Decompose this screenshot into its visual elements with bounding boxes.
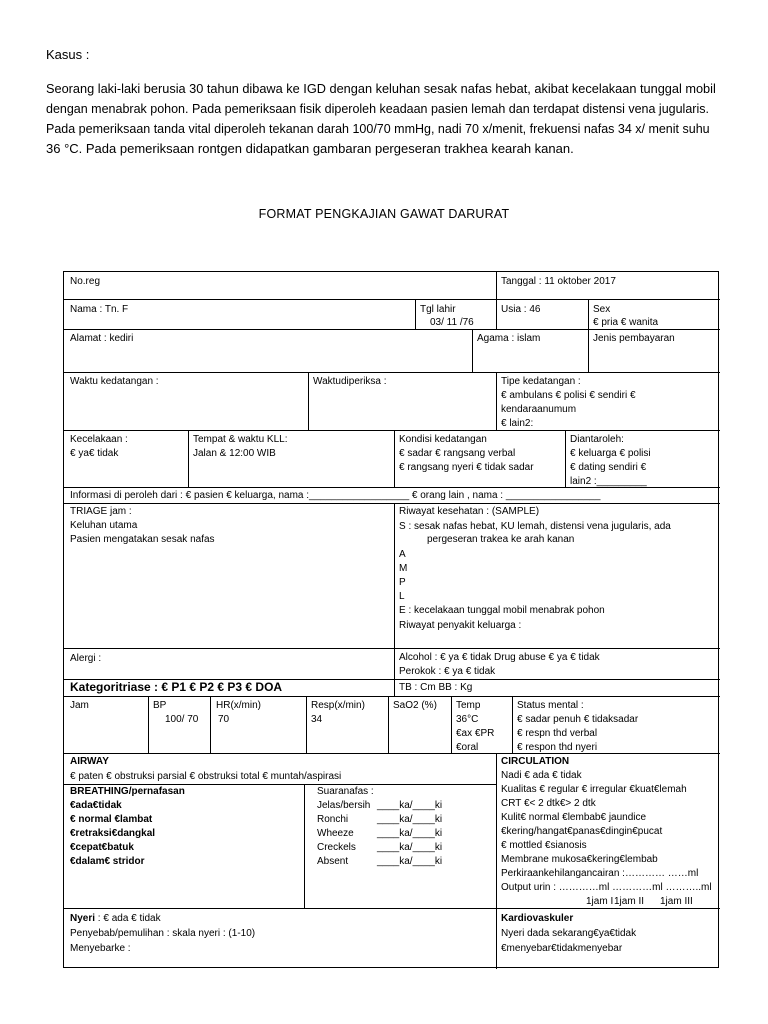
kardiovaskuler-title: Kardiovaskuler [501, 913, 574, 924]
tgl-lahir-label: Tgl lahir [420, 304, 456, 315]
hr-value: 70 [218, 714, 230, 725]
kasus-line: Seorang laki-laki berusia 30 tahun dibawa ke IGD dengan keluhan sesak nafas hebat, akibat kecelakaan tunggal mobil [46, 81, 716, 96]
sample-s: S : sesak nafas hebat, KU lemah, distensi vena jugularis, ada [399, 521, 671, 532]
kecelakaan-label: Kecelakaan : [70, 434, 128, 445]
breathing-item: €dalam€ stridor [70, 856, 145, 867]
kardiovaskuler-line: €menyebar€tidakmenyebar [501, 943, 623, 954]
nyeri-menyebar: Menyebarke : [70, 943, 131, 954]
temp-ax-pr: €ax €PR [456, 728, 495, 739]
tempat-waktu-value: Jalan & 12:00 WIB [193, 448, 276, 459]
circulation-line: CRT €< 2 dtk€> 2 dtk [501, 798, 596, 809]
status-mental-line: € sadar penuh € tidaksadar [517, 714, 639, 725]
sample-s-cont: pergeseran trakea ke arah kanan [427, 534, 575, 545]
breathing-item: € normal €lambat [70, 814, 153, 825]
temp-value: 36°C [456, 714, 479, 725]
suara-nafas-value: ____ka/____ki [377, 814, 443, 825]
alcohol-drug-field: Alcohol : € ya € tidak Drug abuse € ya € tidak [399, 652, 600, 663]
nama-field: Nama : Tn. F [70, 304, 129, 315]
kardiovaskuler-line: Nyeri dada sekarang€ya€tidak [501, 928, 637, 939]
suara-nafas-label: Ronchi [317, 814, 349, 825]
circulation-line: Kualitas € regular € irregular €kuat€lemah [501, 784, 687, 795]
circulation-line: Kulit€ normal €lembab€ jaundice [501, 812, 647, 823]
waktu-kedatangan-field: Waktu kedatangan : [70, 376, 159, 387]
perokok-field: Perokok : € ya € tidak [399, 666, 496, 677]
circulation-line: Nadi € ada € tidak [501, 770, 582, 781]
diantar-oleh-line: € dating sendiri € [570, 462, 647, 473]
suara-nafas-value: ____ka/____ki [377, 856, 443, 867]
temp-label: Temp [456, 700, 481, 711]
usia-field: Usia : 46 [501, 304, 541, 315]
temp-oral: €oral [456, 742, 479, 753]
alamat-field: Alamat : kediri [70, 333, 134, 344]
tempat-waktu-label: Tempat & waktu KLL: [193, 434, 288, 445]
kecelakaan-options: € ya€ tidak [70, 448, 119, 459]
suara-nafas-value: ____ka/____ki [377, 828, 443, 839]
suara-nafas-title: Suaranafas : [317, 786, 374, 797]
breathing-title: BREATHING/pernafasan [70, 786, 185, 797]
suara-nafas-value: ____ka/____ki [377, 842, 443, 853]
riwayat-keluarga-field: Riwayat penyakit keluarga : [399, 620, 522, 631]
suara-nafas-label: Creckels [317, 842, 356, 853]
breathing-item: €ada€tidak [70, 800, 122, 811]
tipe-kedatangan-label: Tipe kedatangan : [501, 376, 581, 387]
nyeri-penyebab: Penyebab/pemulihan : skala nyeri : (1-10) [70, 928, 256, 939]
output-jam-label: 1jam III [660, 896, 693, 907]
breathing-item: €retraksi€dangkal [70, 828, 156, 839]
jenis-pembayaran-field: Jenis pembayaran [593, 333, 675, 344]
tb-bb-field: TB : Cm BB : Kg [399, 682, 473, 693]
nyeri-title: Nyeri [70, 913, 96, 924]
informasi-field: Informasi di peroleh dari : € pasien € keluarga, nama :__________________ € orang lain , nama : _________________ [70, 490, 601, 501]
bp-label: BP [153, 700, 167, 711]
sample-e: E : kecelakaan tunggal mobil menabrak pohon [399, 605, 605, 616]
output-jam-label: 1jam II [614, 896, 645, 907]
tipe-kedatangan-lain: € lain2: [501, 418, 534, 429]
keluhan-utama-label: Keluhan utama [70, 520, 138, 531]
tipe-kedatangan-kendaraan: kendaraanumum [501, 404, 577, 415]
assessment-form-table [63, 271, 719, 968]
output-jam-label: 1jam I [586, 896, 614, 907]
waktu-diperiksa-field: Waktudiperiksa : [313, 376, 387, 387]
sample-p: P [399, 577, 406, 588]
status-mental-line: € respn thd verbal [517, 728, 598, 739]
airway-title: AIRWAY [70, 756, 109, 767]
riwayat-kesehatan-label: Riwayat kesehatan : (SAMPLE) [399, 506, 540, 517]
sex-options: € pria € wanita [593, 317, 659, 328]
suara-nafas-label: Absent [317, 856, 349, 867]
kasus-line: Pada pemeriksaan tanda vital diperoleh tekanan darah 100/70 mmHg, nadi 70 x/menit, frekuensi nafas 34 x/ menit suhu [46, 122, 710, 136]
suara-nafas-label: Wheeze [317, 828, 354, 839]
circulation-line: Perkiraankehilangancairan :………… ……ml [501, 868, 699, 879]
airway-options: € paten € obstruksi parsial € obstruksi total € muntah/aspirasi [70, 771, 342, 782]
kondisi-kedatangan-label: Kondisi kedatangan [399, 434, 487, 445]
diantar-oleh-line: € keluarga € polisi [570, 448, 651, 459]
nyeri-options: : € ada € tidak [97, 913, 161, 924]
kasus-line: 36 °C. Pada pemeriksaan rontgen didapatkan gambaran pergeseran trakhea kearah kanan. [46, 141, 574, 156]
status-mental-label: Status mental : [517, 700, 584, 711]
bp-value: 100/ 70 [165, 714, 199, 725]
form-title: FORMAT PENGKAJIAN GAWAT DARURAT [258, 207, 510, 221]
noreg-label: No.reg [70, 276, 101, 287]
agama-field: Agama : islam [477, 333, 541, 344]
kasus-paragraph [46, 79, 721, 159]
circulation-line: Membrane mukosa€kering€lembab [501, 854, 658, 865]
sao2-label: SaO2 (%) [393, 700, 437, 711]
tanggal-field: Tanggal : 11 oktober 2017 [501, 276, 616, 287]
resp-label: Resp(x/min) [311, 700, 365, 711]
kondisi-kedatangan-line: € rangsang nyeri € tidak sadar [399, 462, 534, 473]
kasus-line: dengan menabrak pohon. Pada pemeriksaan fisik diperoleh keadaan pasien lemah dan terdapat distensi vena jugularis. [46, 102, 709, 116]
circulation-line: Output urin : …………ml …………ml ………..ml [501, 882, 712, 893]
nyeri-row [70, 912, 161, 926]
status-mental-line: € respon thd nyeri [517, 742, 598, 753]
hr-label: HR(x/min) [216, 700, 261, 711]
circulation-line: €kering/hangat€panas€dingin€pucat [501, 826, 663, 837]
breathing-item: €cepat€batuk [70, 842, 134, 853]
triage-label: TRIAGE jam : [70, 506, 132, 517]
sample-m: M [399, 563, 408, 574]
resp-value: 34 [311, 714, 323, 725]
diantar-oleh-lain: lain2 :_________ [570, 476, 647, 487]
alergi-field: Alergi : [70, 653, 102, 664]
sample-a: A [399, 549, 406, 560]
sex-label: Sex [593, 304, 611, 315]
tipe-kedatangan-options: € ambulans € polisi € sendiri € [501, 390, 636, 401]
kondisi-kedatangan-line: € sadar € rangsang verbal [399, 448, 516, 459]
jam-label: Jam [70, 700, 89, 711]
circulation-line: € mottled €sianosis [501, 840, 587, 851]
sample-l: L [399, 591, 405, 602]
circulation-title: CIRCULATION [501, 756, 570, 767]
tgl-lahir-value: 03/ 11 /76 [430, 317, 474, 328]
keluhan-utama-value: Pasien mengatakan sesak nafas [70, 534, 215, 545]
suara-nafas-label: Jelas/bersih [317, 800, 371, 811]
kategori-triase: Kategoritriase : € P1 € P2 € P3 € DOA [70, 680, 283, 694]
diantar-oleh-label: Diantaroleh: [570, 434, 624, 445]
kasus-label: Kasus : [46, 47, 90, 62]
suara-nafas-value: ____ka/____ki [377, 800, 443, 811]
